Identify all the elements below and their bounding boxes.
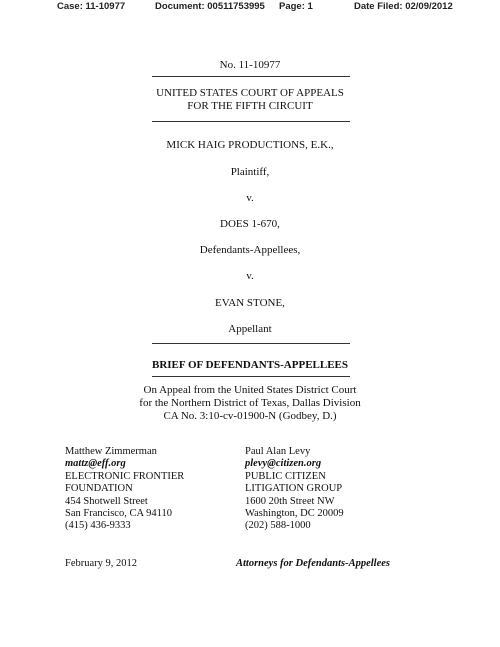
attorneys-label: Attorneys for Defendants-Appellees: [236, 558, 390, 569]
defendants-role: Defendants-Appellees,: [199, 244, 301, 256]
case-number: Case: 11-10977: [57, 1, 126, 12]
counsel-org: FOUNDATION: [65, 483, 133, 495]
filing-header: [0, 0, 500, 14]
appeal-line-3: CA No. 3:10-cv-01900-N (Godbey, D.): [163, 410, 337, 422]
filing-date: February 9, 2012: [65, 558, 138, 569]
counsel-street: 454 Shotwell Street: [65, 495, 148, 507]
docket-number: No. 11-10977: [219, 59, 281, 71]
appellant-role: Appellant: [228, 323, 272, 335]
appeal-line-2: for the Northern District of Texas, Dallas Division: [139, 397, 361, 409]
counsel-email: mattz@eff.org: [65, 458, 126, 470]
date-filed: Date Filed: 02/09/2012: [354, 1, 453, 12]
divider: [152, 343, 350, 344]
divider: [152, 376, 350, 377]
counsel-org: LITIGATION GROUP: [245, 483, 343, 495]
plaintiff-role: Plaintiff,: [230, 166, 270, 178]
counsel-left-block: [65, 446, 184, 533]
divider: [152, 76, 350, 77]
counsel-right-block: [245, 446, 344, 533]
counsel-email: plevy@citizen.org: [245, 458, 322, 470]
document-number: Document: 00511753995: [155, 1, 265, 12]
appellant-name: EVAN STONE,: [215, 297, 285, 309]
counsel-phone: (415) 436-9333: [65, 520, 131, 532]
page-number: Page: 1: [279, 1, 313, 12]
counsel-name: Matthew Zimmerman: [65, 446, 157, 457]
divider: [152, 121, 350, 122]
counsel-org: PUBLIC CITIZEN: [245, 470, 326, 482]
versus: v.: [246, 270, 254, 282]
court-line-1: UNITED STATES COURT OF APPEALS: [156, 87, 344, 99]
counsel-city: Washington, DC 20009: [245, 508, 344, 520]
court-line-2: FOR THE FIFTH CIRCUIT: [187, 100, 313, 112]
defendants-name: DOES 1-670,: [220, 218, 280, 230]
versus: v.: [246, 192, 254, 204]
counsel-name: Paul Alan Levy: [245, 446, 311, 457]
counsel-city: San Francisco, CA 94110: [65, 508, 172, 520]
counsel-street: 1600 20th Street NW: [245, 495, 335, 507]
counsel-org: ELECTRONIC FRONTIER: [65, 470, 185, 482]
counsel-phone: (202) 588-1000: [245, 520, 311, 532]
plaintiff-name: MICK HAIG PRODUCTIONS, E.K.,: [166, 139, 334, 151]
appeal-line-1: On Appeal from the United States District Court: [143, 384, 357, 396]
brief-title: BRIEF OF DEFENDANTS-APPELLEES: [152, 359, 348, 371]
